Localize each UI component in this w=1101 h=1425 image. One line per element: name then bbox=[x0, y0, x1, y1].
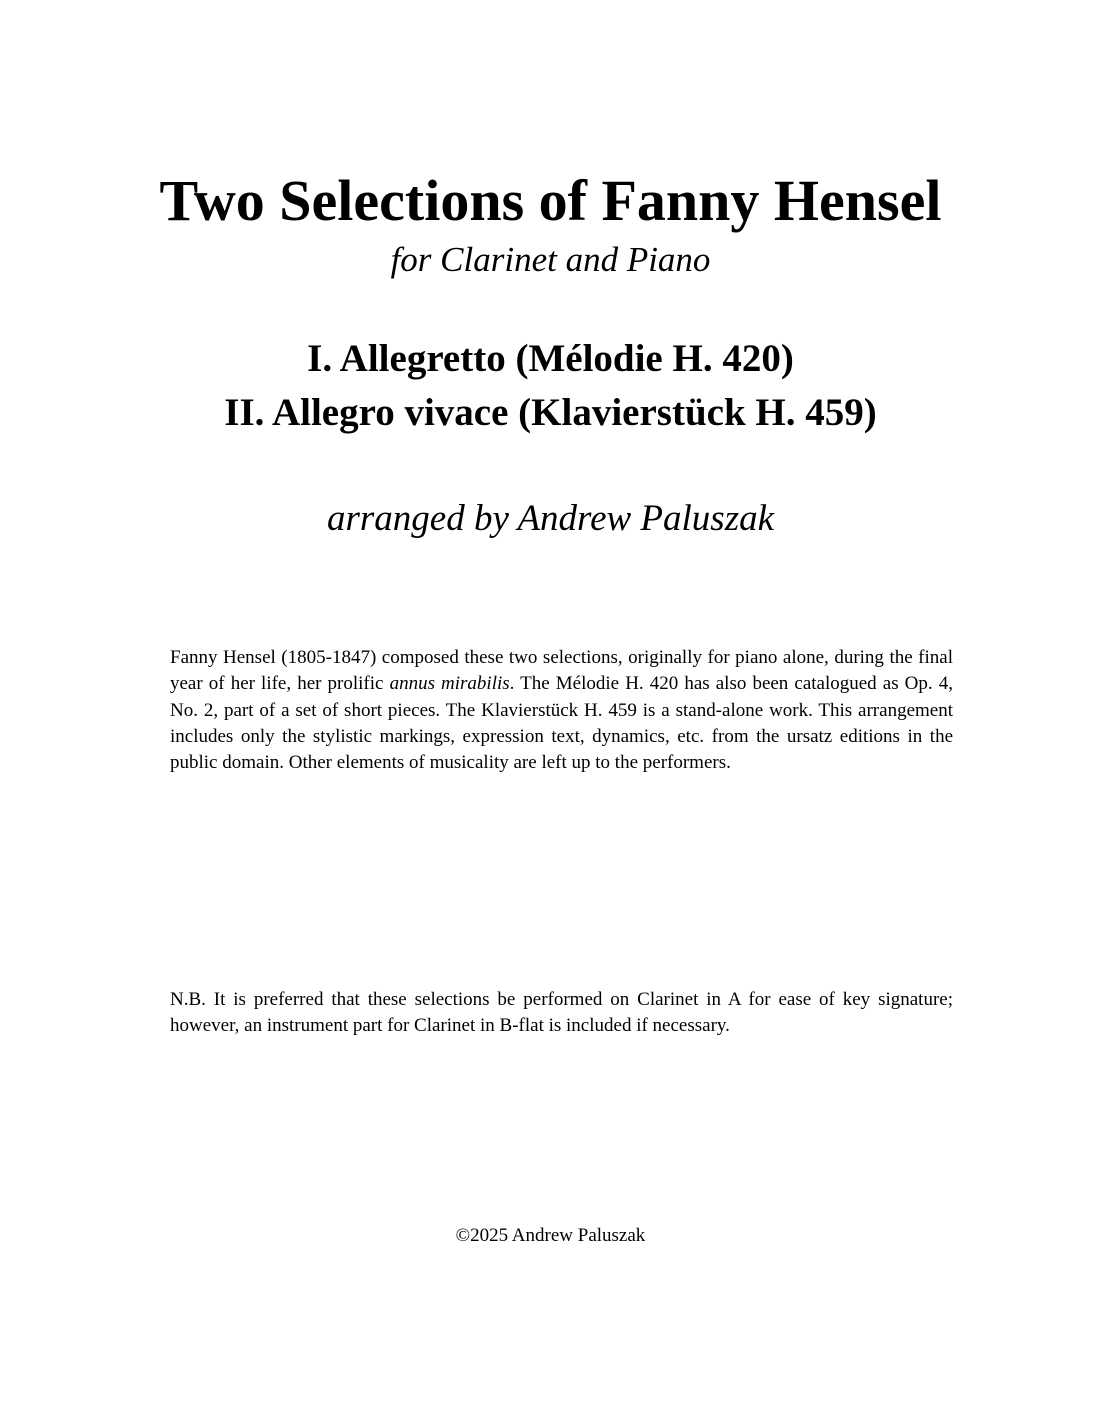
movement-title: I. Allegretto (Mélodie H. 420) bbox=[307, 337, 794, 380]
performance-note: N.B. It is preferred that these selections be performed on Clarinet in A for ease of key signature; however, an instrument part for Clarinet in B-flat is included if necessary. bbox=[170, 989, 953, 1037]
page-subtitle: for Clarinet and Piano bbox=[390, 240, 711, 279]
arranger-credit: arranged by Andrew Paluszak bbox=[326, 498, 775, 539]
movement-title: II. Allegro vivace (Klavierstück H. 459) bbox=[224, 391, 877, 434]
intro-italic-phrase: annus mirabilis bbox=[389, 673, 510, 695]
page-title: Two Selections of Fanny Hensel bbox=[159, 168, 942, 233]
intro-text-end: . The Mélodie H. 420 has also been catalogued as Op. 4, No. 2, part of a set of short pieces. The Klavierstück H. 459 is a stand-alone work. This arrangement includes only the stylistic markings, expression text, dynamics, etc. from the ursatz editions in the public domain. Other elements of musicality are left up to the performers. bbox=[170, 673, 953, 774]
movement-list bbox=[0, 332, 1101, 440]
intro-paragraph bbox=[170, 645, 953, 776]
copyright-notice: ©2025 Andrew Paluszak bbox=[455, 1225, 646, 1246]
intro-text-start: Fanny Hensel (1805-1847) composed these two selections, originally for piano alone, during the final year of her life, her prolific bbox=[170, 647, 953, 695]
